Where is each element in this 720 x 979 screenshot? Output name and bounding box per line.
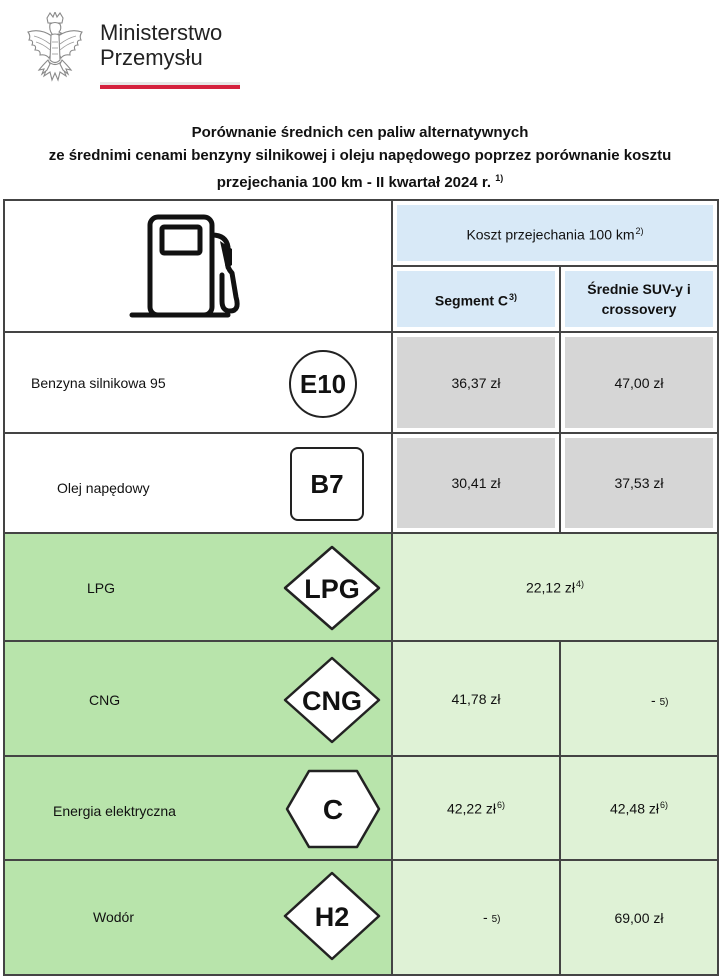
ministry-header bbox=[18, 10, 248, 95]
badge-label: CNG bbox=[302, 686, 362, 716]
segment-c-header-cell bbox=[393, 267, 561, 333]
footnote-ref: 4) bbox=[576, 578, 585, 589]
h2-badge-icon bbox=[283, 871, 381, 961]
badge-label: E10 bbox=[299, 369, 347, 399]
table-row-name-cell bbox=[5, 333, 393, 434]
polish-eagle-emblem-icon bbox=[22, 12, 88, 94]
cost-value: - bbox=[483, 909, 488, 925]
cost-value: 22,12 zł bbox=[525, 579, 576, 596]
table-row-name-cell bbox=[5, 534, 393, 642]
title-line3: przejechania 100 km - II kwartał 2024 r. $^{1)}$ bbox=[216, 173, 504, 191]
segment-c-header-label: Segment C bbox=[434, 292, 509, 309]
cost-value: - bbox=[651, 692, 656, 708]
table-cell bbox=[561, 333, 717, 434]
cost-value: 47,00 zł bbox=[614, 374, 664, 391]
cost-value: 41,78 zł bbox=[451, 690, 501, 707]
ministry-name-line2: Przemysłu bbox=[100, 45, 203, 70]
fuel-cost-table bbox=[3, 199, 719, 976]
badge-label: LPG bbox=[304, 574, 360, 604]
table-cell bbox=[393, 642, 561, 757]
fuel-name: Benzyna silnikowa 95 bbox=[31, 375, 166, 391]
cost-header-cell bbox=[393, 201, 717, 267]
fuel-name: Olej napędowy bbox=[57, 480, 150, 496]
table-cell bbox=[393, 757, 561, 861]
suv-header-cell bbox=[561, 267, 717, 333]
table-row-name-cell bbox=[5, 757, 393, 861]
suv-header-line2: crossovery bbox=[601, 301, 677, 317]
table-cell bbox=[393, 434, 561, 534]
lpg-badge-icon bbox=[281, 545, 383, 631]
fuel-name: Energia elektryczna bbox=[53, 803, 176, 819]
pump-icon-cell bbox=[5, 201, 393, 333]
footnote-ref: 5) bbox=[491, 914, 501, 925]
ministry-name bbox=[100, 20, 222, 70]
table-cell bbox=[561, 642, 717, 757]
cost-value: 30,41 zł bbox=[451, 475, 501, 491]
fuel-name: Wodór bbox=[93, 909, 134, 925]
flag-stripe bbox=[100, 82, 240, 89]
table-row-name-cell bbox=[5, 861, 393, 974]
b7-badge-icon bbox=[289, 446, 365, 522]
footnote-ref: 5) bbox=[659, 697, 669, 708]
title-line1: Porównanie średnich cen paliw alternatywnych bbox=[191, 124, 529, 141]
footnote-ref: 6) bbox=[497, 799, 506, 810]
document-title bbox=[0, 121, 720, 194]
footnote-ref: 6) bbox=[660, 799, 669, 810]
ministry-name-line1: Ministerstwo bbox=[100, 20, 223, 45]
cost-value: 42,22 zł bbox=[446, 800, 497, 817]
badge-label: C bbox=[322, 794, 344, 825]
fuel-name: CNG bbox=[89, 692, 121, 708]
cost-value: 42,48 zł bbox=[609, 800, 660, 817]
cost-value: 37,53 zł bbox=[614, 475, 664, 491]
suv-header-line1: Średnie SUV-y i bbox=[587, 281, 691, 297]
table-cell bbox=[561, 861, 717, 974]
cost-value: 69,00 zł bbox=[614, 909, 664, 926]
cng-badge-icon bbox=[281, 656, 383, 744]
fuel-pump-icon bbox=[128, 211, 268, 321]
table-cell bbox=[561, 757, 717, 861]
footnote-ref: 3) bbox=[509, 292, 518, 303]
footnote-ref: 2) bbox=[635, 226, 644, 237]
table-cell bbox=[561, 434, 717, 534]
cost-header-label: Koszt przejechania 100 km bbox=[466, 226, 635, 243]
title-line2: ze średnimi cenami benzyny silnikowej i oleju napędowego poprzez porównanie kosztu bbox=[48, 147, 672, 164]
badge-label: H2 bbox=[314, 902, 350, 932]
footnote-ref: 1) bbox=[495, 173, 504, 183]
e10-badge-icon bbox=[285, 349, 361, 419]
table-cell bbox=[393, 333, 561, 434]
fuel-name: LPG bbox=[87, 580, 116, 596]
table-row-name-cell bbox=[5, 434, 393, 534]
table-cell bbox=[393, 861, 561, 974]
table-cell-merged bbox=[393, 534, 717, 642]
table-row-name-cell bbox=[5, 642, 393, 757]
cost-value: 36,37 zł bbox=[451, 374, 501, 391]
electric-c-badge-icon bbox=[285, 769, 381, 849]
badge-label: B7 bbox=[310, 469, 344, 499]
